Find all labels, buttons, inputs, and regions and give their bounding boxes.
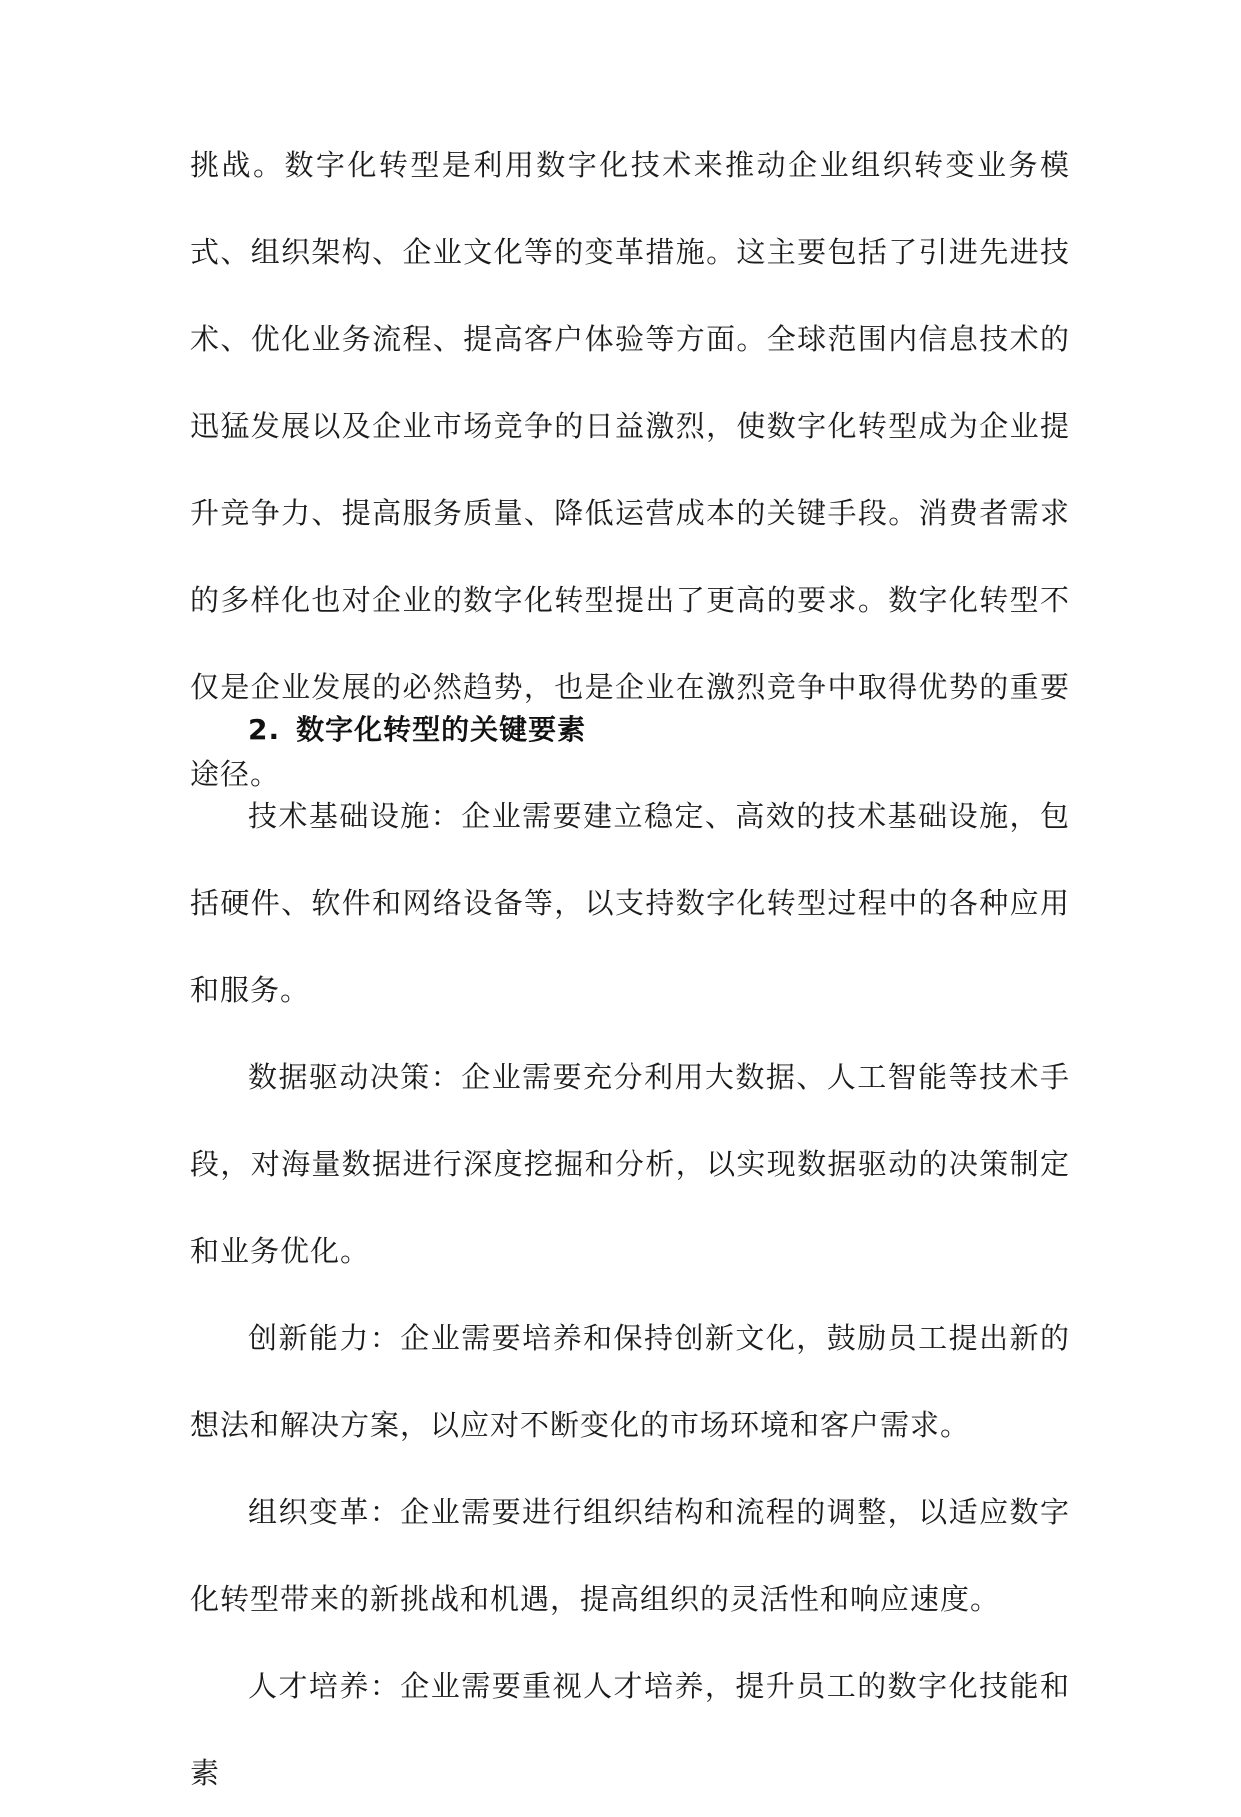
paragraph-talent-development: 人才培养：企业需要重视人才培养，提升员工的数字化技能和素 <box>190 1669 1070 1790</box>
intro-paragraph: 挑战。数字化转型是利用数字化技术来推动企业组织转变业务模式、组织架构、企业文化等的变革措施。这主要包括了引进先进技术、优化业务流程、提高客户体验等方面。全球范围内信息技术的迅猛发展以及企业市场竞争的日益激烈，使数字化转型成为企业提升竞争力、提高服务质量、降低运营成本的关键手段。消费者需求的多样化也对企业的数字化转型提出了更高的要求。数字化转型不仅是企业发展的必然趋势，也是企业在激烈竞争中取得优势的重要途径。 <box>190 148 1070 791</box>
section-heading-number: 2. <box>248 713 281 746</box>
paragraph-tech-infrastructure: 技术基础设施：企业需要建立稳定、高效的技术基础设施，包括硬件、软件和网络设备等，以支持数字化转型过程中的各种应用和服务。 <box>190 799 1070 1007</box>
paragraph-data-driven-decisions: 数据驱动决策：企业需要充分利用大数据、人工智能等技术手段，对海量数据进行深度挖掘和分析，以实现数据驱动的决策制定和业务优化。 <box>190 1060 1070 1268</box>
paragraph-innovation-capability: 创新能力：企业需要培养和保持创新文化，鼓励员工提出新的想法和解决方案，以应对不断变化的市场环境和客户需求。 <box>190 1321 1070 1442</box>
key-elements-text-block <box>190 773 1070 1817</box>
paragraph-organizational-change: 组织变革：企业需要进行组织结构和流程的调整，以适应数字化转型带来的新挑战和机遇，提高组织的灵活性和响应速度。 <box>190 1495 1070 1616</box>
section-heading-title: 数字化转型的关键要素 <box>296 713 587 746</box>
section-heading <box>248 700 586 760</box>
